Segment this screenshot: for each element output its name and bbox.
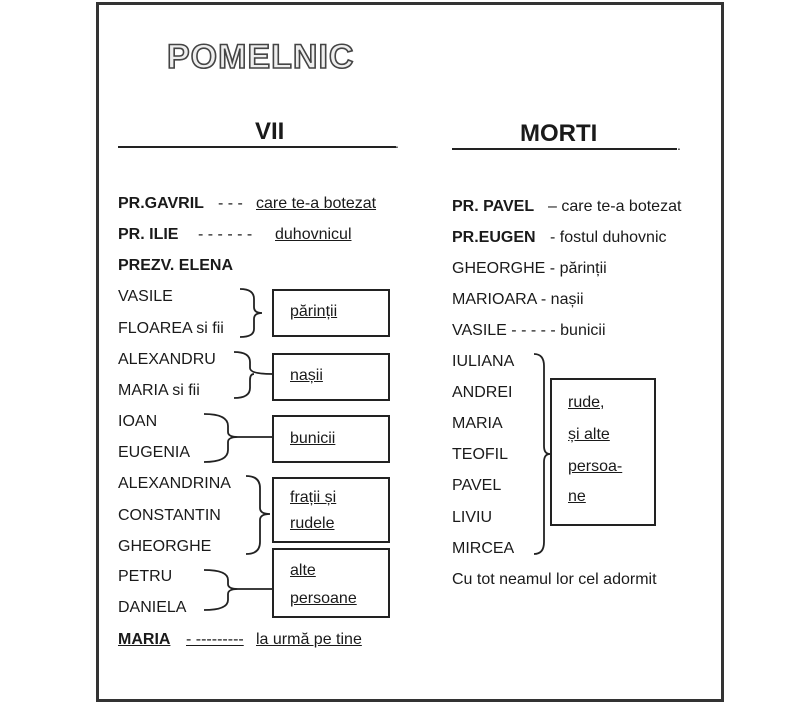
right-line-eugen-note: - fostul duhovnic — [550, 229, 667, 246]
right-line-liviu: LIVIU — [452, 509, 493, 526]
right-line-pavel-name: PR. PAVEL — [452, 198, 535, 215]
right-line-gheorghe: GHEORGHE - părinții — [452, 260, 607, 277]
left-line-elena: PREZV. ELENA — [118, 257, 233, 274]
right-line-maria: MARIA — [452, 415, 503, 432]
left-line-floarea: FLOAREA si fii — [118, 320, 224, 337]
left-header-dot: . — [395, 135, 399, 151]
left-line-gavril-dash: - - - — [218, 195, 243, 212]
left-line-daniela: DANIELA — [118, 599, 187, 616]
left-line-ioan: IOAN — [118, 413, 158, 430]
left-header: VII — [255, 118, 285, 145]
bracket-nasii — [234, 350, 274, 400]
right-line-pavel: PAVEL — [452, 477, 502, 494]
box-parinti-label: părinții — [290, 303, 338, 320]
left-line-alexandru: ALEXANDRU — [118, 351, 216, 368]
left-line-constantin: CONSTANTIN — [118, 507, 221, 524]
right-line-eugen-name: PR.EUGEN — [452, 229, 536, 246]
right-line-vasile: VASILE - - - - - bunicii — [452, 322, 606, 339]
box-fratii — [272, 477, 390, 543]
left-line-petru: PETRU — [118, 568, 173, 585]
box-alte — [272, 548, 390, 618]
right-line-mircea: MIRCEA — [452, 540, 515, 557]
right-header-rule — [452, 148, 677, 150]
left-line-vasile: VASILE — [118, 288, 173, 305]
box-fratii-label-2: rudele — [290, 515, 335, 532]
left-line-eugenia: EUGENIA — [118, 444, 191, 461]
box-bunicii — [272, 415, 390, 463]
left-line-gavril-name: PR.GAVRIL — [118, 195, 204, 212]
bracket-fratii — [246, 474, 274, 556]
right-header: MORTI — [520, 120, 598, 147]
box-rude-label-4: ne — [568, 488, 586, 505]
box-rude — [550, 378, 656, 526]
left-line-gavril-note: care te-a botezat — [256, 195, 377, 212]
box-rude-label-3: persoa- — [568, 458, 623, 475]
left-line-maria-fii: MARIA si fii — [118, 382, 200, 399]
bracket-alte — [204, 568, 274, 612]
box-alte-label-1: alte — [290, 562, 316, 579]
page-title: POMELNIC — [167, 38, 355, 76]
box-bunicii-label: bunicii — [290, 430, 336, 447]
box-fratii-label-1: frații și — [290, 489, 337, 506]
right-line-pavel-note: – care te-a botezat — [548, 198, 682, 215]
box-rude-label-2: și alte — [568, 426, 610, 443]
box-parinti — [272, 289, 390, 337]
box-alte-label-2: persoane — [290, 590, 357, 607]
left-line-ilie-dash: - - - - - - — [198, 226, 253, 243]
box-nasii-label: nașii — [290, 367, 323, 384]
left-line-ilie-name: PR. ILIE — [118, 226, 179, 243]
left-line-alexandrina: ALEXANDRINA — [118, 475, 231, 492]
right-line-marioara: MARIOARA - nașii — [452, 291, 584, 308]
left-line-ilie-note: duhovnicul — [275, 226, 352, 243]
right-header-dot: . — [677, 137, 681, 153]
left-line-gheorghe: GHEORGHE — [118, 538, 212, 555]
bracket-parinti — [240, 287, 270, 339]
box-rude-label-1: rude, — [568, 394, 605, 411]
right-line-andrei: ANDREI — [452, 384, 513, 401]
right-line-teofil: TEOFIL — [452, 446, 509, 463]
left-header-rule — [118, 146, 396, 148]
left-line-maria-last: MARIA — [118, 631, 171, 648]
box-nasii — [272, 353, 390, 401]
left-line-maria-dash: - --------- — [186, 631, 244, 648]
left-line-maria-note: la urmă pe tine — [256, 631, 362, 648]
bracket-bunicii — [204, 412, 276, 464]
right-line-iuliana: IULIANA — [452, 353, 515, 370]
right-line-footer: Cu tot neamul lor cel adormit — [452, 571, 657, 588]
